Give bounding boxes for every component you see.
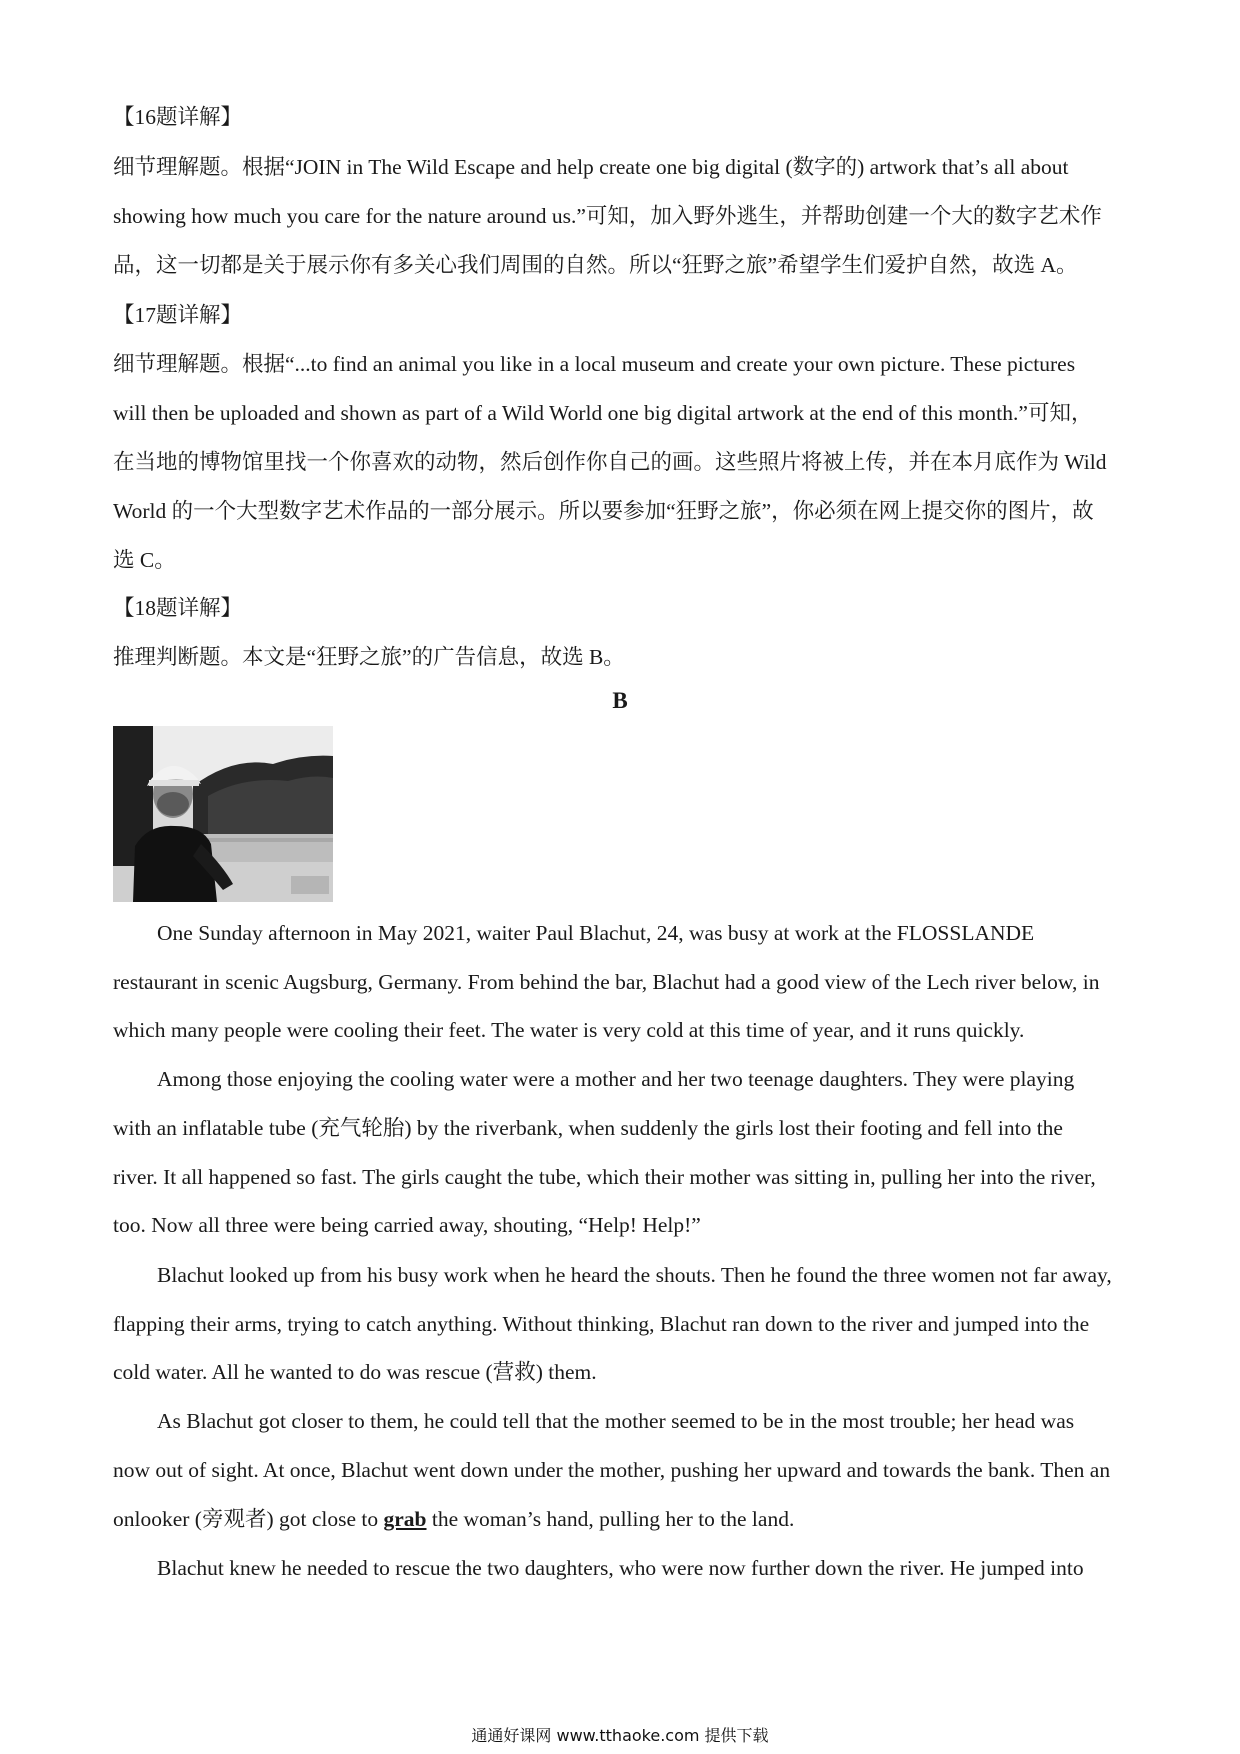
passage-p4-line-3-before: onlooker (旁观者) got close to: [113, 1507, 384, 1531]
rescuer-photo: [113, 726, 333, 902]
passage-p4-line-2: now out of sight. At once, Blachut went down under the mother, pushing her upward and towards the bank. Then an: [113, 1458, 1111, 1482]
q18-line-1: 推理判断题。本文是“狂野之旅”的广告信息，故选 B。: [113, 645, 625, 669]
passage-p2-line-2: with an inflatable tube (充气轮胎) by the riverbank, when suddenly the girls lost their footing and fell into the: [113, 1116, 1063, 1140]
q17-line-4: World 的一个大型数字艺术作品的一部分展示。所以要参加“狂野之旅”，你必须在网上提交你的图片，故: [113, 499, 1094, 523]
passage-p1-line-3: which many people were cooling their feet. The water is very cold at this time of year, and it runs quickly.: [113, 1018, 1025, 1042]
q16-line-3: 品，这一切都是关于展示你有多关心我们周围的自然。所以“狂野之旅”希望学生们爱护自然，故选 A。: [113, 253, 1078, 277]
passage-p2-line-1: Among those enjoying the cooling water were a mother and her two teenage daughters. They were playing: [157, 1067, 1075, 1091]
q17-line-1: 细节理解题。根据“...to find an animal you like in a local museum and create your own picture. These pictures: [113, 352, 1076, 376]
q17-line-5: 选 C。: [113, 548, 176, 572]
section-heading-b: B: [612, 688, 628, 713]
underlined-word-grab: grab: [383, 1507, 427, 1531]
passage-p4-line-3-after: the woman’s hand, pulling her to the land.: [426, 1507, 795, 1531]
passage-p2-line-4: too. Now all three were being carried away, shouting, “Help! Help!”: [113, 1213, 701, 1237]
passage-p3-line-1: Blachut looked up from his busy work when he heard the shouts. Then he found the three women not far away,: [157, 1263, 1112, 1287]
q17-heading: 【17题详解】: [113, 303, 243, 327]
passage-p5-line-1: Blachut knew he needed to rescue the two daughters, who were now further down the river. He jumped into: [157, 1556, 1084, 1580]
q16-heading: 【16题详解】: [113, 105, 243, 129]
q17-line-3: 在当地的博物馆里找一个你喜欢的动物，然后创作你自己的画。这些照片将被上传，并在本月底作为 Wild: [113, 450, 1107, 474]
page-footer: 通通好课网 www.tthaoke.com 提供下载: [471, 1726, 769, 1745]
passage-p1-line-1: One Sunday afternoon in May 2021, waiter Paul Blachut, 24, was busy at work at the FLOSSLANDE: [157, 921, 1035, 945]
q16-line-1: 细节理解题。根据“JOIN in The Wild Escape and help create one big digital (数字的) artwork that’s all about: [113, 155, 1069, 179]
passage-p4-line-3: [113, 1504, 1133, 1534]
passage-p3-line-2: flapping their arms, trying to catch anything. Without thinking, Blachut ran down to the river and jumped into the: [113, 1312, 1090, 1336]
q18-heading: 【18题详解】: [113, 596, 243, 620]
q17-line-2: will then be uploaded and shown as part of a Wild World one big digital artwork at the end of this month.”可知，: [113, 401, 1093, 425]
q16-line-2: showing how much you care for the nature around us.”可知，加入野外逃生，并帮助创建一个大的数字艺术作: [113, 204, 1102, 228]
passage-p1-line-2: restaurant in scenic Augsburg, Germany. From behind the bar, Blachut had a good view of the Lech river below, in: [113, 970, 1100, 994]
passage-p2-line-3: river. It all happened so fast. The girls caught the tube, which their mother was sitting in, pulling her into the river,: [113, 1165, 1096, 1189]
passage-p3-line-3: cold water. All he wanted to do was rescue (营救) them.: [113, 1360, 597, 1384]
passage-p4-line-1: As Blachut got closer to them, he could tell that the mother seemed to be in the most trouble; her head was: [157, 1409, 1075, 1433]
